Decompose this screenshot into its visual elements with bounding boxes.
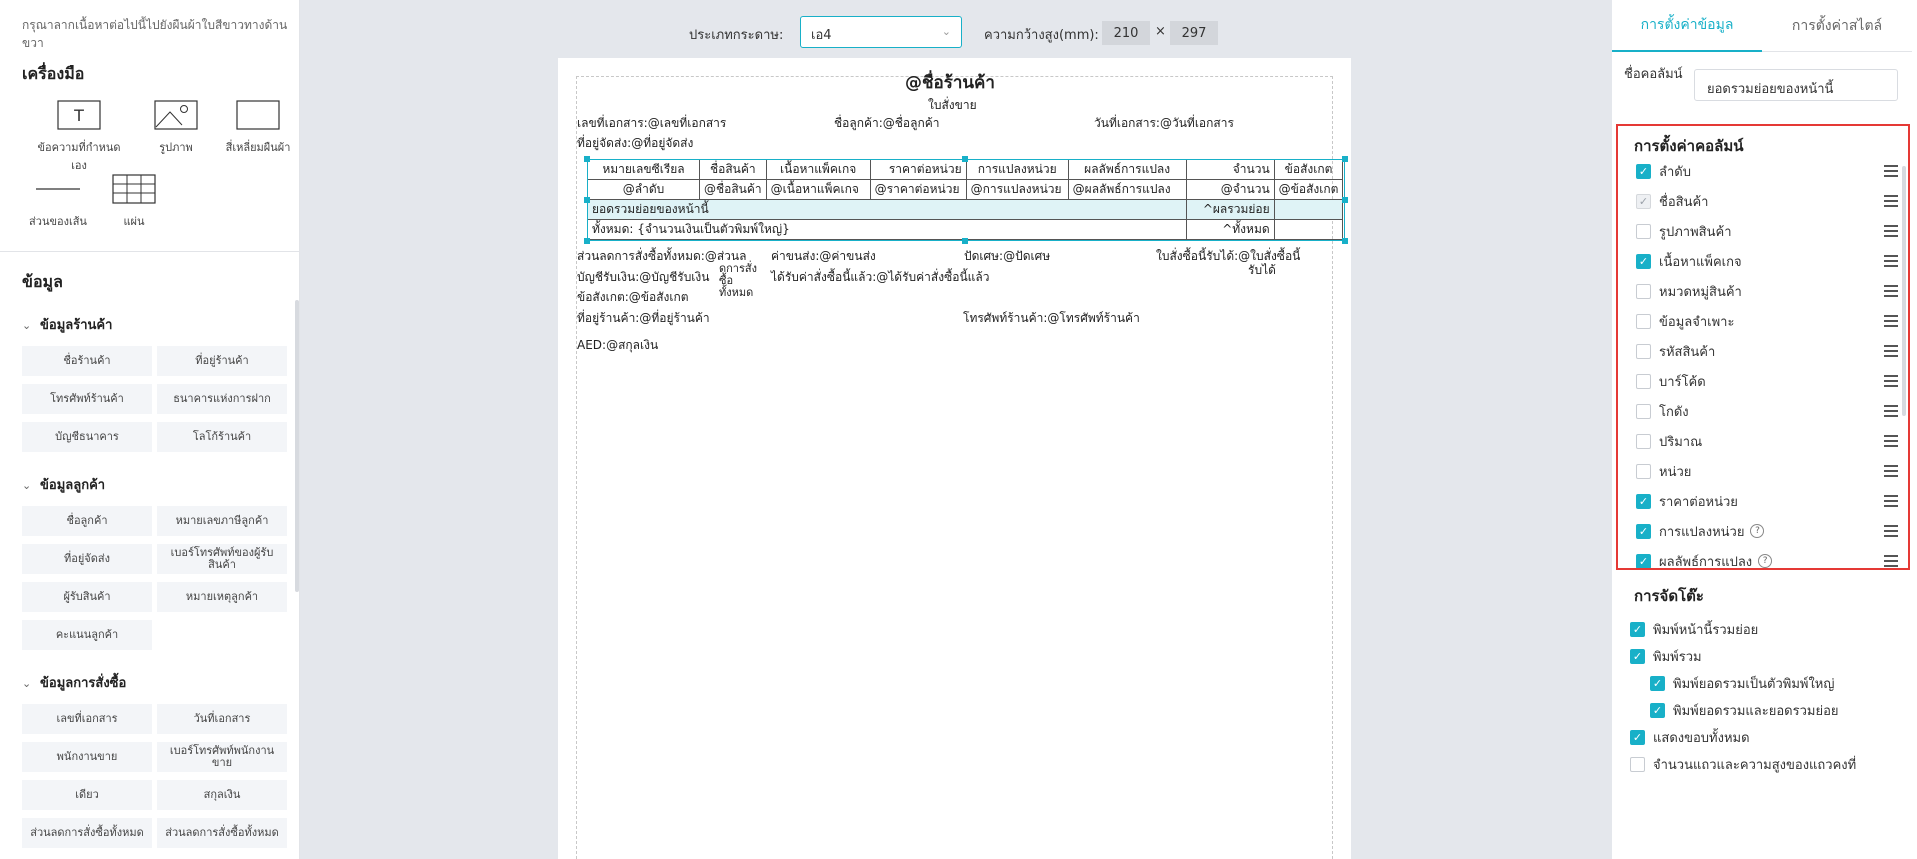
checkbox[interactable] [1636, 284, 1651, 299]
checkbox[interactable]: ✓ [1636, 254, 1651, 269]
column-option[interactable] [1636, 366, 1906, 396]
discount-field-wrap: ดการสั่งซื้อทั้งหมด [719, 262, 757, 299]
field-order-discount-2[interactable]: ส่วนลดการสั่งซื้อทั้งหมด [157, 818, 287, 848]
drag-handle-icon[interactable] [1884, 255, 1898, 267]
shop-address-field[interactable]: ที่อยู่ร้านค้า:@ที่อยู่ร้านค้า [577, 311, 710, 325]
line-icon [36, 174, 80, 204]
table-header-cell[interactable]: ข้อสังเกต [1274, 160, 1343, 180]
customer-field[interactable]: ชื่อลูกค้า:@ชื่อลูกค้า [834, 116, 940, 130]
column-option-label: ข้อมูลจำเพาะ [1659, 314, 1735, 330]
table-cell[interactable]: @ผลลัพธ์การแปลง [1068, 180, 1186, 200]
column-option-label: ปริมาณ [1659, 434, 1703, 450]
checkbox[interactable]: ✓ [1636, 554, 1651, 569]
shop-name-field[interactable]: @ชื่อร้านค้า [905, 73, 995, 93]
checkbox[interactable] [1636, 464, 1651, 479]
table-cell[interactable]: @การแปลงหน่วย [966, 180, 1068, 200]
table-header-cell[interactable]: ชื่อสินค้า [700, 160, 767, 180]
field-customer-note[interactable]: หมายเหตุลูกค้า [157, 582, 287, 612]
checkbox[interactable] [1636, 344, 1651, 359]
field-document-date[interactable]: วันที่เอกสาร [157, 704, 287, 734]
table-header-cell[interactable]: เนื้อหาแพ็คเกจ [766, 160, 870, 180]
resize-handle[interactable] [1342, 238, 1348, 244]
doc-type-field[interactable]: ใบสั่งขาย [928, 98, 977, 112]
table-option-label: พิมพ์รวม [1653, 649, 1702, 665]
field-customer-points[interactable]: คะแนนลูกค้า [22, 620, 152, 650]
column-option-label: การแปลงหน่วย [1659, 524, 1745, 540]
field-document-number[interactable]: เลขที่เอกสาร [22, 704, 152, 734]
field-shop-phone[interactable]: โทรศัพท์ร้านค้า [22, 384, 152, 414]
column-option-label: ชื่อสินค้า [1659, 194, 1709, 210]
field-customer-name[interactable]: ชื่อลูกค้า [22, 506, 152, 536]
table-header-cell[interactable]: ราคาต่อหน่วย [870, 160, 966, 180]
field-bank-account[interactable]: บัญชีธนาคาร [22, 422, 152, 452]
column-option[interactable] [1636, 156, 1906, 186]
checkbox[interactable]: ✓ [1636, 494, 1651, 509]
table-cell[interactable]: @ลำดับ [588, 180, 700, 200]
divider [0, 251, 300, 252]
field-salesperson[interactable]: พนักงานขาย [22, 742, 152, 772]
order-received-field[interactable]: ใบสั่งซื้อนี้รับได้:@ใบสั่งซื้อนี้ [1156, 249, 1301, 263]
paper-type-label: ประเภทกระดาษ: [689, 28, 784, 43]
field-deposit-bank[interactable]: ธนาคารแห่งการฝาก [157, 384, 287, 414]
data-title: ข้อมูล [22, 272, 63, 291]
tools-title: เครื่องมือ [22, 64, 85, 83]
column-option-label: บาร์โค้ด [1659, 374, 1706, 390]
drag-handle-icon[interactable] [1884, 465, 1898, 477]
table-option-label: จำนวนแถวและความสูงของแถวคงที่ [1653, 757, 1857, 773]
table-option-label: แสดงขอบทั้งหมด [1653, 730, 1750, 746]
image-icon [154, 100, 198, 130]
chevron-down-icon: ⌄ [22, 479, 32, 492]
column-settings-title: การตั้งค่าคอลัมน์ [1634, 137, 1744, 155]
column-option[interactable] [1636, 546, 1906, 570]
paper-canvas[interactable] [558, 58, 1351, 859]
checkbox[interactable]: ✓ [1636, 524, 1651, 539]
checkbox[interactable] [1636, 374, 1651, 389]
times-sign: × [1155, 24, 1166, 39]
paper-width-input[interactable]: 210 [1102, 21, 1150, 45]
checkbox[interactable]: ✓ [1650, 676, 1665, 691]
discount-field[interactable]: ส่วนลดการสั่งซื้อทั้งหมด:@ส่วนล [577, 249, 747, 263]
column-option-label: รหัสสินค้า [1659, 344, 1716, 360]
column-option-label: ผลลัพธ์การแปลง [1659, 554, 1753, 570]
drag-handle-icon[interactable] [1884, 435, 1898, 447]
help-icon[interactable]: ? [1758, 554, 1772, 568]
column-settings-panel [1616, 124, 1910, 570]
text-icon [57, 100, 101, 130]
table-option[interactable] [1630, 641, 1900, 671]
chevron-down-icon: ⌄ [22, 319, 32, 332]
column-option-label: เนื้อหาแพ็คเกจ [1659, 254, 1742, 270]
drag-handle-icon[interactable] [1884, 345, 1898, 357]
table-option-label: พิมพ์ยอดรวมและยอดรวมย่อย [1673, 703, 1839, 719]
tool-rectangle[interactable]: สี่เหลี่ยมผืนผ้า [212, 100, 300, 156]
checkbox[interactable]: ✓ [1630, 622, 1645, 637]
checkbox[interactable]: ✓ [1636, 164, 1651, 179]
svg-text:T: T [74, 106, 84, 125]
table-header-cell[interactable]: หมายเลขซีเรียล [588, 160, 700, 180]
column-option-label: หมวดหมู่สินค้า [1659, 284, 1742, 300]
tool-line[interactable]: ส่วนของเส้น [12, 174, 104, 230]
paper-height-input[interactable]: 297 [1170, 21, 1218, 45]
table-option[interactable] [1630, 749, 1900, 779]
shop-phone-field[interactable]: โทรศัพท์ร้านค้า:@โทรศัพท์ร้านค้า [963, 311, 1140, 325]
checkbox[interactable] [1636, 404, 1651, 419]
group-shop-info[interactable]: ⌄ ข้อมูลร้านค้า [22, 318, 113, 333]
shipping-field[interactable]: ค่าขนส่ง:@ค่าขนส่ง [771, 249, 876, 263]
table-option[interactable] [1650, 695, 1917, 725]
checkbox[interactable]: ✓ [1630, 730, 1645, 745]
drag-handle-icon[interactable] [1884, 525, 1898, 537]
drag-handle-icon[interactable] [1884, 195, 1898, 207]
column-option-label: ลำดับ [1659, 164, 1691, 180]
field-receiver[interactable]: ผู้รับสินค้า [22, 582, 152, 612]
column-option[interactable] [1636, 186, 1906, 216]
table-option-label: พิมพ์ยอดรวมเป็นตัวพิมพ์ใหญ่ [1673, 676, 1835, 692]
table-option-label: พิมพ์หน้านี้รวมย่อย [1653, 622, 1759, 638]
column-option[interactable] [1636, 246, 1906, 276]
drag-handle-icon[interactable] [1884, 495, 1898, 507]
table-header-cell[interactable]: การแปลงหน่วย [966, 160, 1068, 180]
drag-handle-icon[interactable] [1884, 555, 1898, 567]
rectangle-icon [236, 100, 280, 130]
table-header-cell[interactable]: จำนวน [1186, 160, 1274, 180]
subtotal-value[interactable]: ^ผลรวมย่อย [1186, 200, 1274, 220]
right-panel [1612, 0, 1917, 859]
field-currency[interactable]: สกุลเงิน [157, 780, 287, 810]
field-shop-address[interactable]: ที่อยู่ร้านค้า [157, 346, 287, 376]
help-icon[interactable]: ? [1750, 524, 1764, 538]
checkbox[interactable] [1636, 224, 1651, 239]
table-option[interactable] [1650, 668, 1917, 698]
drag-handle-icon[interactable] [1884, 165, 1898, 177]
total-label[interactable]: ทั้งหมด: {จำนวนเงินเป็นตัวพิมพ์ใหญ่} [588, 220, 1187, 240]
resize-handle[interactable] [1342, 197, 1348, 203]
table-cell[interactable]: @จำนวน [1186, 180, 1274, 200]
resize-handle[interactable] [584, 197, 590, 203]
column-option-label: หน่วย [1659, 464, 1692, 480]
table-icon [112, 174, 156, 204]
drag-handle-icon[interactable] [1884, 285, 1898, 297]
remark-field[interactable]: ข้อสังเกต:@ข้อสังเกต [577, 290, 689, 304]
resize-handle[interactable] [962, 156, 968, 162]
column-option[interactable] [1636, 426, 1906, 456]
group-order-info[interactable]: ⌄ ข้อมูลการสั่งซื้อ [22, 676, 127, 691]
ship-address-field[interactable]: ที่อยู่จัดส่ง:@ที่อยู่จัดส่ง [577, 136, 694, 150]
drag-hint: กรุณาลากเนื้อหาต่อไปนี้ไปยังผืนผ้าใบสีขาวทางด้านขวา [22, 18, 288, 50]
drag-handle-icon[interactable] [1884, 225, 1898, 237]
field-salesperson-phone[interactable]: เบอร์โทรศัพท์พนักงานขาย [157, 742, 287, 772]
table-cell[interactable]: @ราคาต่อหน่วย [870, 180, 966, 200]
resize-handle[interactable] [584, 238, 590, 244]
column-option[interactable] [1636, 306, 1906, 336]
order-received-wrap: รับได้ [1248, 263, 1276, 277]
subtotal-label[interactable]: ยอดรวมย่อยของหน้านี้ [588, 200, 1187, 220]
checkbox[interactable]: ✓ [1636, 194, 1651, 209]
tool-custom-text[interactable]: T ข้อความที่กำหนดเอง [33, 100, 125, 174]
drag-handle-icon[interactable] [1884, 375, 1898, 387]
column-option[interactable] [1636, 216, 1906, 246]
left-panel [0, 0, 300, 859]
checkbox[interactable] [1630, 757, 1645, 772]
column-option[interactable] [1636, 336, 1906, 366]
total-value[interactable]: ^ทั้งหมด [1186, 220, 1274, 240]
account-field[interactable]: บัญชีรับเงิน:@บัญชีรับเงิน [577, 270, 710, 284]
field-single[interactable]: เดียว [22, 780, 152, 810]
drag-handle-icon[interactable] [1884, 405, 1898, 417]
left-scrollbar[interactable] [295, 300, 299, 592]
paper-type-select[interactable]: เอ4 ⌄ [800, 16, 962, 48]
table-header-cell[interactable]: ผลลัพธ์การแปลง [1068, 160, 1186, 180]
tool-image[interactable]: รูปภาพ [130, 100, 222, 156]
checkbox[interactable]: ✓ [1650, 703, 1665, 718]
column-option-label: ราคาต่อหน่วย [1659, 494, 1738, 510]
column-option[interactable] [1636, 276, 1906, 306]
column-option[interactable] [1636, 516, 1906, 546]
doc-no-field[interactable]: เลขที่เอกสาร:@เลขที่เอกสาร [577, 116, 727, 130]
column-option[interactable] [1636, 396, 1906, 426]
resize-handle[interactable] [1342, 156, 1348, 162]
column-option-label: รูปภาพสินค้า [1659, 224, 1732, 240]
table-option[interactable] [1630, 614, 1900, 644]
tool-table[interactable]: แผ่น [88, 174, 180, 230]
field-receiver-phone[interactable]: เบอร์โทรศัพท์ของผู้รับสินค้า [157, 544, 287, 574]
resize-handle[interactable] [962, 238, 968, 244]
received-amount-field[interactable]: ได้รับค่าสั่งซื้อนี้แล้ว:@ได้รับค่าสั่งซื้อนี้แล้ว [771, 270, 990, 284]
chevron-down-icon: ⌄ [941, 25, 951, 38]
chevron-down-icon: ⌄ [22, 677, 32, 690]
checkbox[interactable] [1636, 434, 1651, 449]
column-list-scrollbar[interactable] [1902, 166, 1906, 416]
checkbox[interactable] [1636, 314, 1651, 329]
table-cell[interactable]: @เนื้อหาแพ็คเกจ [766, 180, 870, 200]
currency-field[interactable]: AED:@สกุลเงิน [577, 338, 659, 352]
table-selection-frame [587, 159, 1345, 241]
field-shipping-address[interactable]: ที่อยู่จัดส่ง [22, 544, 152, 574]
checkbox[interactable]: ✓ [1630, 649, 1645, 664]
table-cell[interactable]: @ชื่อสินค้า [700, 180, 767, 200]
doc-date-field[interactable]: วันที่เอกสาร:@วันที่เอกสาร [1094, 116, 1234, 130]
group-customer-info[interactable]: ⌄ ข้อมูลลูกค้า [22, 478, 106, 493]
paper-size-label: ความกว้างสูง(mm): [984, 28, 1099, 43]
table-option[interactable] [1630, 722, 1900, 752]
field-shop-name[interactable]: ชื่อร้านค้า [22, 346, 152, 376]
field-order-discount[interactable]: ส่วนลดการสั่งซื้อทั้งหมด [22, 818, 152, 848]
column-option-label: โกดัง [1659, 404, 1689, 420]
field-customer-tax-id[interactable]: หมายเลขภาษีลูกค้า [157, 506, 287, 536]
drag-handle-icon[interactable] [1884, 315, 1898, 327]
table-settings-title: การจัดโต๊ะ [1634, 587, 1704, 605]
column-name-input[interactable]: ยอดรวมย่อยของหน้านี้ [1694, 69, 1898, 101]
tab-style-settings[interactable]: การตั้งค่าสไตล์ [1762, 0, 1912, 52]
tab-data-settings[interactable]: การตั้งค่าข้อมูล [1612, 0, 1762, 52]
field-shop-logo[interactable]: โลโก้ร้านค้า [157, 422, 287, 452]
table-cell[interactable]: @ข้อสังเกต [1274, 180, 1343, 200]
rounding-field[interactable]: ปัดเศษ:@ปัดเศษ [964, 249, 1051, 263]
resize-handle[interactable] [584, 156, 590, 162]
column-option[interactable] [1636, 456, 1906, 486]
column-option[interactable] [1636, 486, 1906, 516]
column-name-label: ชื่อคอลัมน์ [1624, 67, 1683, 82]
